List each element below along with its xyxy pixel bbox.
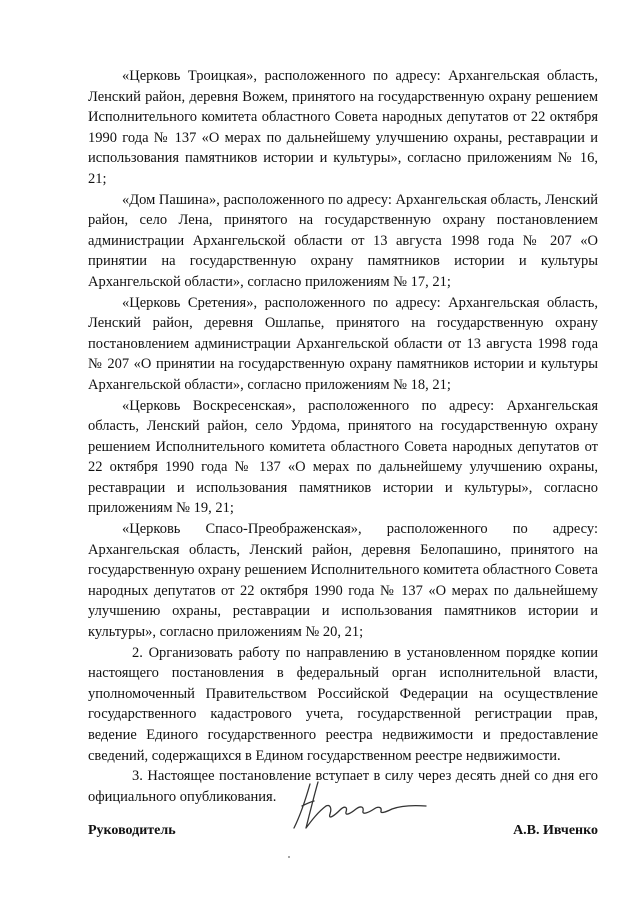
item-3-paragraph: 3. Настоящее постановление вступает в силу через десять дней со дня его официального опубликования. [88, 768, 598, 805]
paragraph-church-spaso-preobrazhenskaya: «Церковь Спасо-Преображенская», расположенного по адресу: Архангельская область, Ленский район, деревня Белопашино, принятого на государственную охрану решением Исполнительного комитета областного Совета народных депутатов от 22 октября 1990 года № 137 «О мерах по дальнейшему улучшению охраны, реставрации и использования памятников истории и культуры», согласно приложениям № 20, 21; [88, 521, 598, 641]
signature-row [88, 823, 598, 847]
paragraph-dom-pashina: «Дом Пашина», расположенного по адресу: Архангельская область, Ленский район, село Лена, принятого на государственную охрану постановлением администрации Архангельской области от 13 августа 1998 года № 207 «О принятии на государственную охрану памятников истории и культуры Архангельской области», согласно приложениям № 17, 21; [88, 191, 598, 290]
document-body [88, 66, 598, 807]
paragraph-church-sreteniya: «Церковь Сретения», расположенного по адресу: Архангельская область, Ленский район, деревня Ошлапье, принятого на государственную охрану постановлением администрации Архангельской области от 13 августа 1998 года № 207 «О принятии на государственную охрану памятников истории и культуры Архангельской области», согласно приложениям № 18, 21; [88, 294, 598, 393]
paragraph-church-troitskaya: «Церковь Троицкая», расположенного по адресу: Архангельская область, Ленский район, деревня Вожем, принятого на государственную охрану решением Исполнительного комитета областного Совета народных депутатов от 22 октября 1990 года № 137 «О мерах по дальнейшему улучшению охраны, реставрации и использования памятников истории и культуры», согласно приложениям № 16, 21; [88, 68, 598, 187]
item-2-paragraph: 2. Организовать работу по направлению в установленном порядке копии настоящего постановления в федеральный орган исполнительной власти, уполномоченный Правительством Российской Федерации на осуществление государственного кадастрового учета, государственной регистрации прав, ведение Единого государственного реестра недвижимости и предоставление сведений, содержащихся в Едином государственном реестре недвижимости. [88, 644, 598, 764]
signatory-name: А.В. Ивченко [513, 823, 598, 838]
paragraph-church-voskresenskaya: «Церковь Воскресенская», расположенного по адресу: Архангельская область, Ленский район, село Урдома, принятого на государственную охрану решением Исполнительного комитета областного Совета народных депутатов от 22 октября 1990 года № 137 «О мерах по дальнейшему улучшению охраны, реставрации и использования памятников истории и культуры», согласно приложениям № 19, 21; [88, 397, 598, 517]
scan-speck [288, 856, 290, 858]
signatory-title: Руководитель [88, 823, 176, 838]
